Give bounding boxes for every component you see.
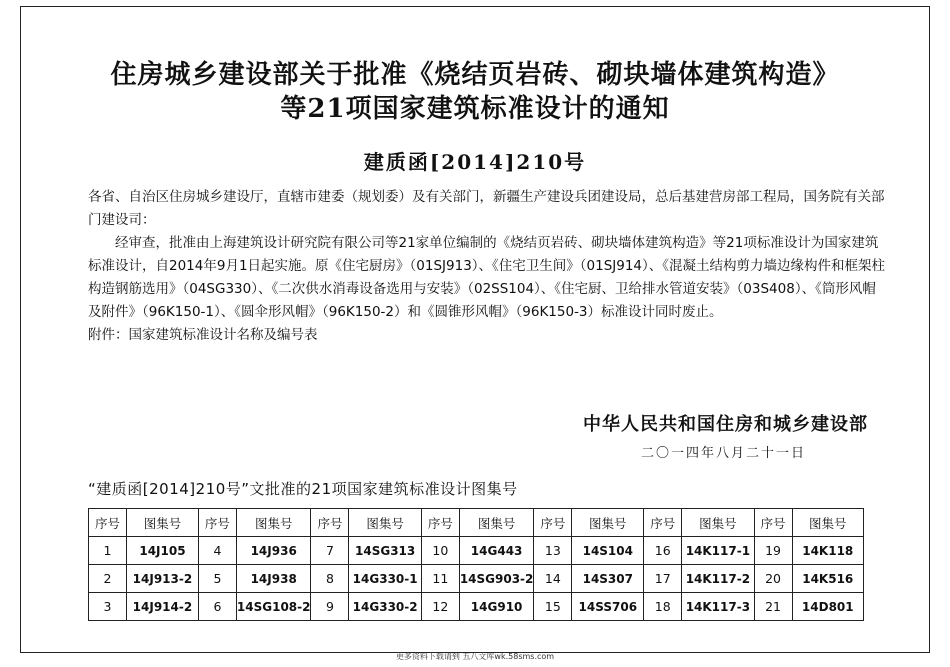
cell-serial-number: 18 [644, 593, 682, 621]
header-code: 图集号 [459, 509, 534, 537]
header-no: 序号 [89, 509, 127, 537]
header-code: 图集号 [572, 509, 644, 537]
table-row [89, 537, 864, 565]
table-body [89, 537, 864, 621]
cell-serial-number: 13 [534, 537, 572, 565]
cell-atlas-code: 14G330-2 [349, 593, 421, 621]
cell-serial-number: 6 [198, 593, 236, 621]
cell-atlas-code: 14D801 [792, 593, 863, 621]
cell-atlas-code: 14J936 [236, 537, 311, 565]
cell-serial-number: 7 [311, 537, 349, 565]
cell-serial-number: 2 [89, 565, 127, 593]
cell-atlas-code: 14K117-3 [682, 593, 754, 621]
header-no: 序号 [311, 509, 349, 537]
standards-table [88, 508, 864, 621]
cell-atlas-code: 14K117-2 [682, 565, 754, 593]
document-number: 建质函[2014]210号 [363, 150, 587, 174]
header-no: 序号 [644, 509, 682, 537]
cell-atlas-code: 14G443 [459, 537, 534, 565]
cell-serial-number: 11 [421, 565, 459, 593]
issuing-organization: 中华人民共和国住房和城乡建设部 [583, 414, 868, 435]
cell-atlas-code: 14J105 [126, 537, 198, 565]
cell-atlas-code: 14SG903-2 [459, 565, 534, 593]
header-no: 序号 [534, 509, 572, 537]
header-code: 图集号 [349, 509, 421, 537]
cell-serial-number: 10 [421, 537, 459, 565]
cell-serial-number: 9 [311, 593, 349, 621]
header-no: 序号 [754, 509, 792, 537]
cell-serial-number: 15 [534, 593, 572, 621]
cell-atlas-code: 14G910 [459, 593, 534, 621]
issue-date: 二〇一四年八月二十一日 [640, 446, 806, 461]
cell-atlas-code: 14SG313 [349, 537, 421, 565]
addressee-paragraph: 各省、自治区住房城乡建设厅，直辖市建委（规划委）及有关部门，新疆生产建设兵团建设局，总后基建营房部工程局，国务院有关部门建设司： [88, 189, 885, 228]
cell-serial-number: 1 [89, 537, 127, 565]
main-paragraph: 经审查，批准由上海建筑设计研究院有限公司等21家单位编制的《烧结页岩砖、砌块墙体建筑构造》等21项标准设计为国家建筑标准设计，自2014年9月1日起实施。原《住宅厨房》（01SJ913）、《住宅卫生间》（01SJ914）、《混凝土结构剪力墙边缘构件和框架柱构造钢筋选用》（04SG330）、《二次供水消毒设备选用与安装》（02SS104）、《住宅厨、卫给排水管道安装》（03S408）、《筒形风帽及附件》（96K150-1）、《圆伞形风帽》（96K150-2）和《圆锥形风帽》（96K150-3）标准设计同时废止。 [88, 235, 886, 320]
footer-watermark: 更多资料下载请到 五八文库wk.58sms.com [395, 652, 555, 661]
header-code: 图集号 [792, 509, 863, 537]
attachment-line: 附件：国家建筑标准设计名称及编号表 [88, 327, 318, 343]
cell-serial-number: 17 [644, 565, 682, 593]
notice-title-line-1: 住房城乡建设部关于批准《烧结页岩砖、砌块墙体建筑构造》 [110, 60, 840, 90]
cell-serial-number: 16 [644, 537, 682, 565]
cell-serial-number: 8 [311, 565, 349, 593]
cell-atlas-code: 14K516 [792, 565, 863, 593]
table-row [89, 593, 864, 621]
cell-serial-number: 14 [534, 565, 572, 593]
header-no: 序号 [198, 509, 236, 537]
cell-serial-number: 5 [198, 565, 236, 593]
cell-serial-number: 20 [754, 565, 792, 593]
cell-serial-number: 19 [754, 537, 792, 565]
cell-serial-number: 4 [198, 537, 236, 565]
cell-atlas-code: 14SS706 [572, 593, 644, 621]
cell-atlas-code: 14J938 [236, 565, 311, 593]
cell-serial-number: 21 [754, 593, 792, 621]
table-row [89, 565, 864, 593]
cell-atlas-code: 14K117-1 [682, 537, 754, 565]
cell-atlas-code: 14S307 [572, 565, 644, 593]
cell-atlas-code: 14K118 [792, 537, 863, 565]
header-no: 序号 [421, 509, 459, 537]
cell-serial-number: 12 [421, 593, 459, 621]
table-title: “建质函[2014]210号”文批准的21项国家建筑标准设计图集号 [88, 480, 518, 498]
cell-atlas-code: 14J914-2 [126, 593, 198, 621]
signature-block [583, 410, 868, 461]
table-header-row [89, 509, 864, 537]
header-code: 图集号 [682, 509, 754, 537]
notice-title-line-2: 等21项国家建筑标准设计的通知 [280, 94, 670, 124]
header-code: 图集号 [236, 509, 311, 537]
cell-atlas-code: 14J913-2 [126, 565, 198, 593]
header-code: 图集号 [126, 509, 198, 537]
cell-atlas-code: 14G330-1 [349, 565, 421, 593]
notice-body [88, 186, 888, 347]
cell-serial-number: 3 [89, 593, 127, 621]
cell-atlas-code: 14S104 [572, 537, 644, 565]
cell-atlas-code: 14SG108-2 [236, 593, 311, 621]
